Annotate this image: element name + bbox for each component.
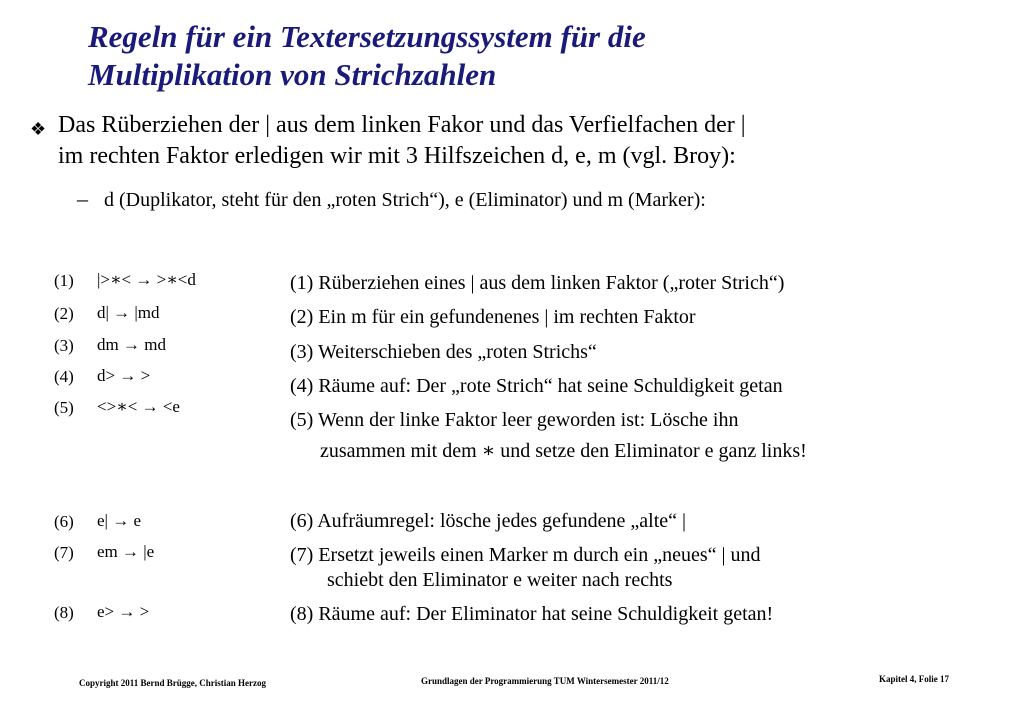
- explanation-5-line-1: (5) Wenn der linke Faktor leer geworden ist: Lösche ihn: [290, 409, 739, 431]
- main-bullet-text: [58, 110, 998, 172]
- rule-number: (1): [54, 271, 74, 290]
- rule-expression: e> → >: [97, 602, 150, 621]
- rule-number: (3): [54, 336, 74, 355]
- main-bullet-line-1: Das Rüberziehen der | aus dem linken Fakor und das Verfielfachen der |: [58, 112, 746, 138]
- explanation-5-line-2: zusammen mit dem ∗ und setze den Eliminator e ganz links!: [320, 440, 807, 462]
- slide-title-line-1: Regeln für ein Textersetzungssystem für die: [88, 19, 646, 54]
- rule-number: (7): [54, 543, 74, 562]
- rule-expression: <>∗< → <e: [97, 397, 180, 416]
- explanation-1: (1) Rüberziehen eines | aus dem linken Faktor („roter Strich“): [290, 272, 785, 294]
- rule-expression: |>∗< → >∗<d: [97, 270, 196, 289]
- explanation-4: (4) Räume auf: Der „rote Strich“ hat seine Schuldigkeit getan: [290, 375, 783, 397]
- explanation-2: (2) Ein m für ein gefundenenes | im rechten Faktor: [290, 306, 696, 328]
- slide-title-line-2: Multiplikation von Strichzahlen: [88, 57, 497, 92]
- footer-copyright: Copyright 2011 Bernd Brügge, Christian Herzog: [79, 678, 266, 688]
- rule-expression: em → |e: [97, 542, 155, 561]
- main-bullet-line-2: im rechten Faktor erledigen wir mit 3 Hilfszeichen d, e, m (vgl. Broy):: [58, 143, 736, 169]
- explanation-8: (8) Räume auf: Der Eliminator hat seine Schuldigkeit getan!: [290, 603, 774, 625]
- sub-bullet-dash: –: [77, 186, 88, 211]
- explanation-6: (6) Aufräumregel: lösche jedes gefundene „alte“ |: [290, 510, 687, 532]
- rule-number: (4): [54, 367, 74, 386]
- explanation-7-line-2: schiebt den Eliminator e weiter nach rechts: [327, 569, 673, 591]
- rule-expression: d| → |md: [97, 303, 160, 322]
- rule-number: (2): [54, 304, 74, 323]
- footer-course: Grundlagen der Programmierung TUM Wintersemester 2011/12: [421, 676, 669, 686]
- rule-number: (8): [54, 603, 74, 622]
- rule-expression: e| → e: [97, 511, 141, 530]
- rule-number: (6): [54, 512, 74, 531]
- diamond-bullet-icon: ❖: [30, 119, 47, 139]
- rule-expression: dm → md: [97, 335, 166, 354]
- rule-number: (5): [54, 398, 74, 417]
- slide-title: [88, 18, 848, 94]
- rule-expression: d> → >: [97, 366, 151, 385]
- footer-chapter: Kapitel 4, Folie 17: [879, 674, 949, 684]
- sub-bullet-text: d (Duplikator, steht für den „roten Strich“), e (Eliminator) und m (Marker):: [104, 189, 706, 211]
- explanation-7-line-1: (7) Ersetzt jeweils einen Marker m durch ein „neues“ | und: [290, 544, 761, 566]
- explanation-3: (3) Weiterschieben des „roten Strichs“: [290, 341, 597, 363]
